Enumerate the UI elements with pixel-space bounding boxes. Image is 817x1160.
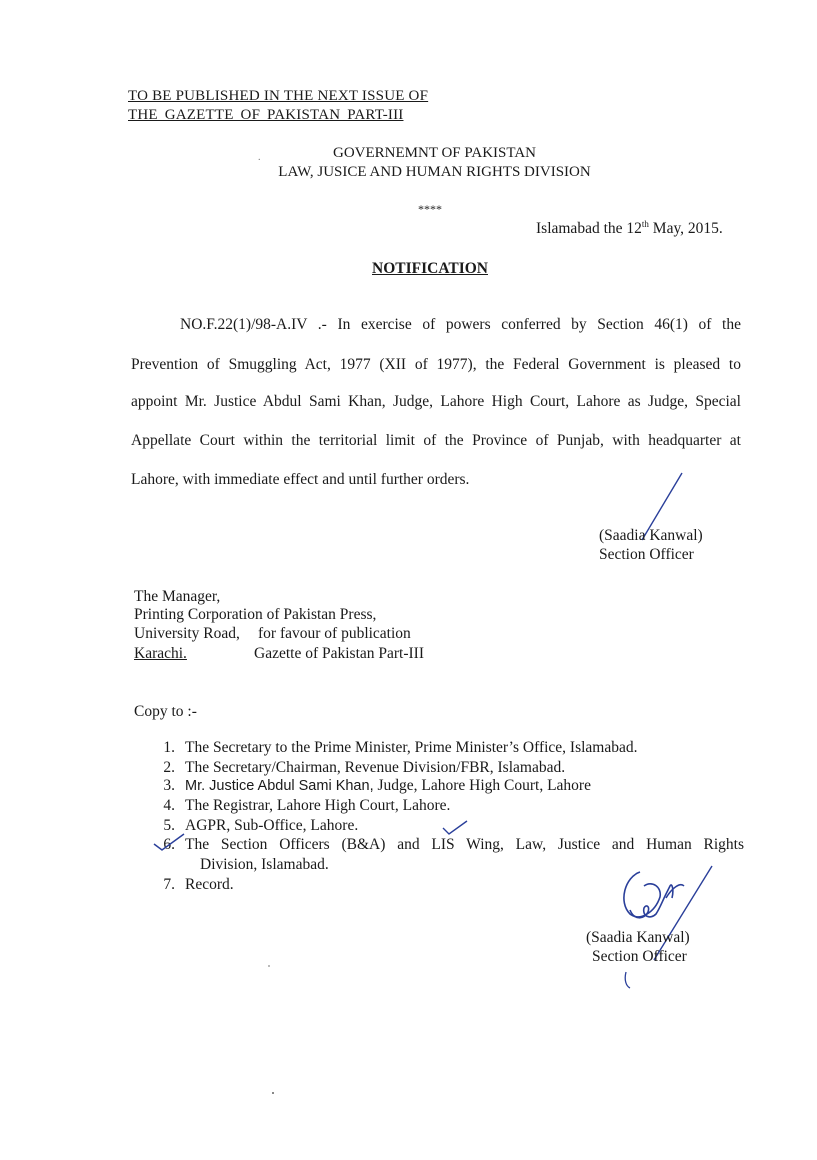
signature-2-title: Section Officer: [592, 948, 687, 965]
list-number: 7.: [163, 876, 175, 893]
stray-dot: .: [258, 152, 261, 163]
list-item: [0, 777, 817, 797]
list-item: [0, 817, 817, 837]
date-superscript: th: [641, 219, 649, 229]
list-item: [0, 759, 817, 779]
list-text: AGPR, Sub-Office, Lahore.: [185, 817, 359, 834]
scan-speck: [268, 965, 270, 967]
recipient-line-3a: University Road,: [134, 625, 240, 642]
list-text: The Registrar, Lahore High Court, Lahore.: [185, 797, 451, 814]
tick-mark-lis: [440, 818, 470, 838]
list-text: The Secretary to the Prime Minister, Prime Minister’s Office, Islamabad.: [185, 739, 638, 756]
recipient-line-4a: Karachi.: [134, 645, 187, 662]
body-line-2: Prevention of Smuggling Act, 1977 (XII of 1977), the Federal Government is pleased to: [131, 356, 741, 373]
body-line-4: Appellate Court within the territorial limit of the Province of Punjab, with headquarter at: [131, 432, 741, 449]
list-number: 2.: [163, 759, 175, 776]
list-number: 3.: [163, 777, 175, 794]
list-text: The Secretary/Chairman, Revenue Division/FBR, Islamabad.: [185, 759, 566, 776]
recipient-line-2: Printing Corporation of Pakistan Press,: [134, 606, 377, 623]
date-rest: May, 2015.: [648, 220, 723, 238]
list-number: 1.: [163, 739, 175, 756]
body-line-1: NO.F.22(1)/98-A.IV .- In exercise of powers conferred by Section 46(1) of the: [180, 316, 741, 333]
list-text-compound: [185, 777, 591, 795]
letterhead-separator: ****: [418, 202, 442, 216]
signature-scribble-2: [600, 862, 730, 992]
list-number: 6.: [163, 836, 175, 853]
copy-to-label: Copy to :-: [134, 703, 197, 720]
signature-1-title: Section Officer: [599, 546, 694, 563]
gazette-header-line-1: TO BE PUBLISHED IN THE NEXT ISSUE OF: [128, 88, 429, 104]
list-item: [0, 739, 817, 759]
list-text: Judge, Lahore High Court, Lahore: [373, 777, 591, 794]
body-line-3: appoint Mr. Justice Abdul Sami Khan, Judge, Lahore High Court, Lahore as Judge, Special: [131, 393, 741, 410]
scan-speck: [272, 1092, 274, 1094]
recipient-line-3b: for favour of publication: [258, 625, 411, 642]
letterhead-division: LAW, JUSICE AND HUMAN RIGHTS DIVISION: [278, 164, 591, 180]
tick-mark-item-6: [150, 830, 190, 854]
list-item-continuation: Division, Islamabad.: [200, 856, 329, 873]
signature-2-name: (Saadia Kanwal): [586, 929, 690, 946]
letterhead-government: GOVERNEMNT OF PAKISTAN: [333, 145, 536, 161]
body-line-5: Lahore, with immediate effect and until further orders.: [131, 471, 470, 488]
list-number: 5.: [163, 817, 175, 834]
date-line: [536, 219, 723, 238]
recipient-line-4b: Gazette of Pakistan Part-III: [254, 645, 425, 662]
date-prefix: Islamabad the 12: [536, 220, 642, 238]
gazette-header-line-2: THE GAZETTE OF PAKISTAN PART-III: [128, 107, 404, 123]
list-text: Record.: [185, 876, 234, 893]
list-item: [0, 797, 817, 817]
list-item: [0, 836, 817, 856]
signature-1-name: (Saadia Kanwal): [599, 527, 703, 544]
list-text-name: Mr. Justice Abdul Sami Khan,: [185, 778, 374, 794]
list-text: The Section Officers (B&A) and LIS Wing, Law, Justice and Human Rights: [185, 836, 744, 853]
list-number: 4.: [163, 797, 175, 814]
recipient-line-1: The Manager,: [134, 588, 221, 605]
notification-title: NOTIFICATION: [372, 260, 488, 277]
